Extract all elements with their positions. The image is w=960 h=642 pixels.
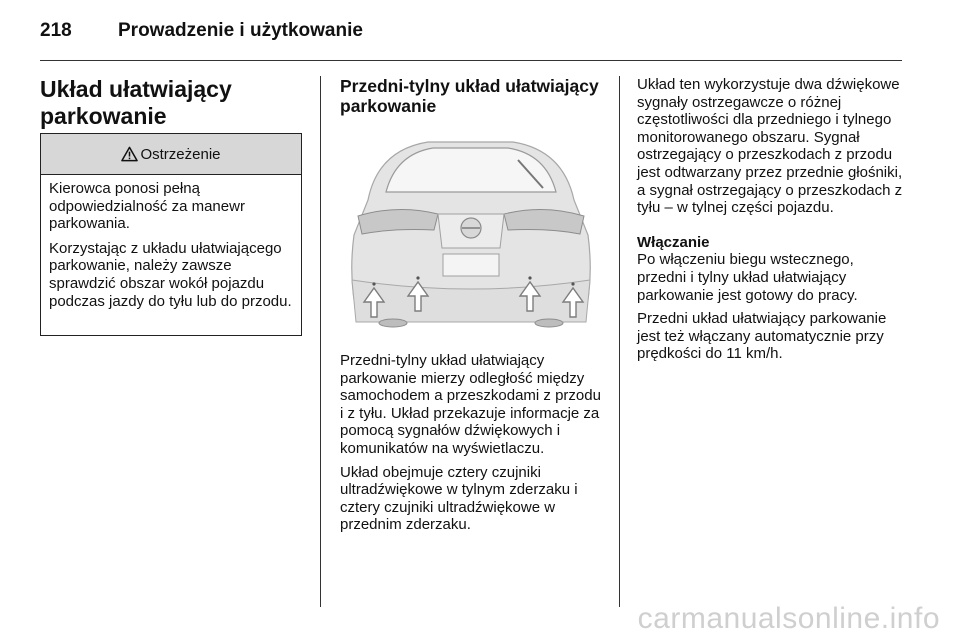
section-heading: Układ ułatwiający parkowanie [40, 76, 232, 129]
car-rear-illustration [338, 130, 603, 340]
warning-text: Korzystając z układu ułatwiającego parkowanie, należy zawsze sprawdzić obszar wokół pojazdu podczas jazdy do tyłu lub do przodu. [49, 239, 292, 310]
warning-icon [121, 146, 138, 162]
middle-body [340, 352, 605, 540]
column-divider [619, 76, 620, 607]
body-paragraph: Przedni-tylny układ ułatwiający parkowanie mierzy odległość między samochodem a przeszkodami z przodu i z tyłu. Układ przekazuje informacje za pomocą sygnałów dźwiękowych i komunikatów na wyświetlaczu. [340, 352, 601, 457]
warning-header [41, 134, 301, 175]
body-paragraph: Po włączeniu biegu wstecznego, przedni i tylny układ ułatwiający parkowanie jest gotowy do pracy. [637, 251, 858, 304]
page-header [40, 20, 363, 42]
left-column [40, 76, 305, 130]
body-paragraph: Przedni układ ułatwiający parkowanie jest też włączany automatycznie przy prędkości do 11 km/h. [637, 310, 887, 363]
warning-text: Kierowca ponosi pełną odpowiedzialność za manewr parkowania. [49, 180, 245, 233]
header-rule [40, 60, 902, 61]
warning-box [40, 133, 302, 336]
right-column [637, 76, 905, 369]
column-divider [320, 76, 321, 607]
subsection-heading: Przedni-tylny układ ułatwiający parkowanie [340, 76, 599, 116]
body-paragraph: Układ ten wykorzystuje dwa dźwiękowe sygnały ostrzegawcze o różnej częstotliwości dla przedniego i tylnego monitorowanego obszaru. Sygnał ostrzegający o przeszkodach z przodu jest odtwarzany przez przednie głośniki, a sygnał ostrzegający o przeszkodach z tyłu – w tylnej części pojazdu. [637, 76, 903, 217]
middle-heading-block [340, 76, 605, 116]
warning-body [41, 175, 301, 310]
page-number: 218 [40, 20, 72, 41]
watermark: carmanualsonline.info [637, 602, 940, 635]
body-paragraph: Układ obejmuje cztery czujniki ultradźwiękowe w tylnym zderzaku i cztery czujniki ultradźwiękowe w przednim zderzaku. [340, 463, 578, 534]
warning-title: Ostrzeżenie [140, 145, 221, 163]
chapter-title: Prowadzenie i użytkowanie [118, 20, 363, 41]
subheading-wlaczanie: Włączanie [637, 233, 710, 251]
